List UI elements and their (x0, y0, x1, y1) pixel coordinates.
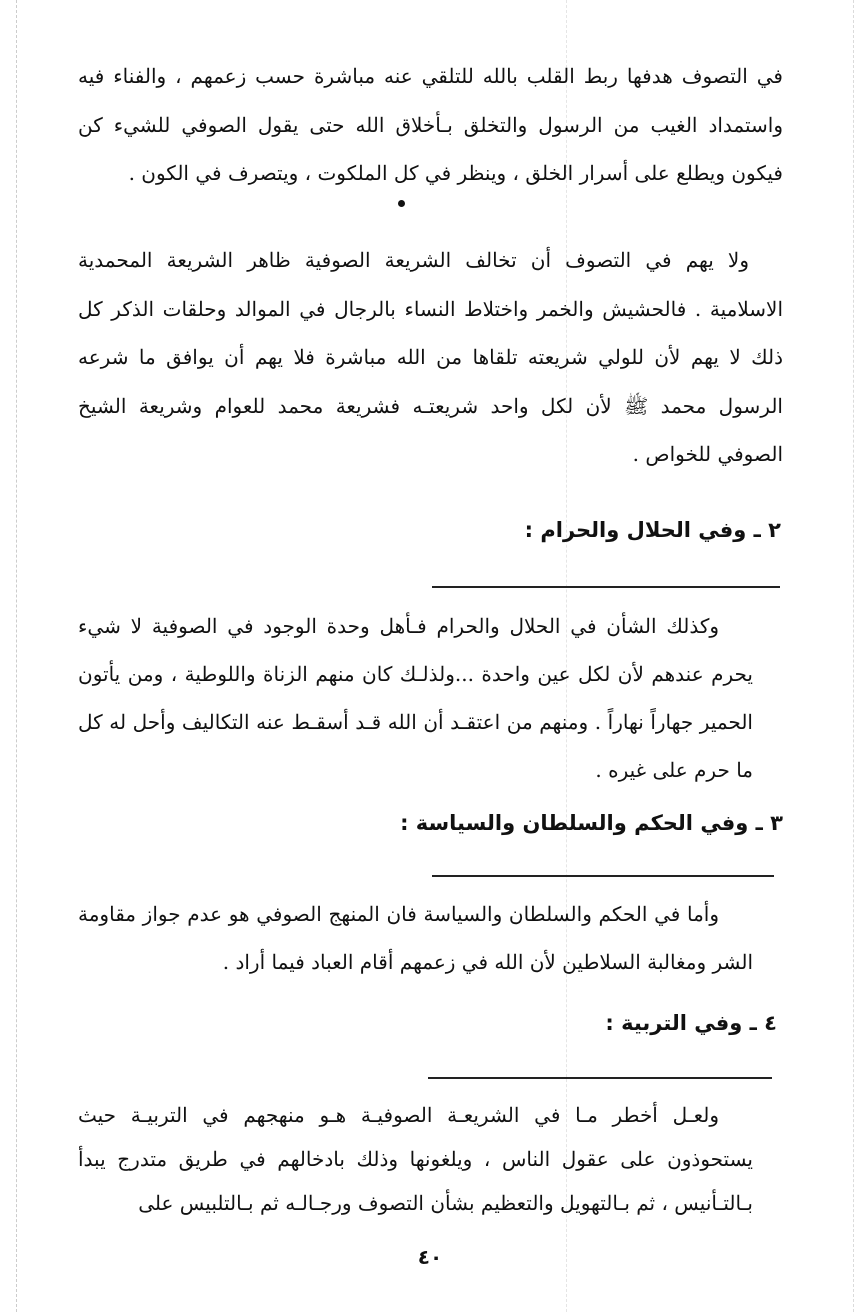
paragraph-sufi-sharia (78, 236, 783, 479)
paragraph-education (78, 1093, 753, 1225)
paragraph-halal-haram (78, 602, 753, 794)
page-number: ٤٠ (417, 1245, 443, 1269)
paragraph-text: ولا يهم في التصوف أن تخالف الشريعة الصوفية ظاهر الشريعة المحمدية الاسلامية . فالحشيش والخمر واختلاط النساء بالرجال في الموالد وحلقات الذكر كل ذلك لا يهم لأن للولي شريعته تلقاها من الله مباشرة فلا يهم أن يوافق ما شرعه الرسول محمد ﷺ لأن لكل واحد شريعتـه فشريعة محمد للعوام وشريعة الشيخ الصوفي للخواص . (78, 248, 783, 466)
section-divider (432, 875, 774, 877)
section-divider (432, 586, 780, 588)
ink-dot (398, 200, 405, 207)
paragraph-text: في التصوف هدفها ربط القلب بالله للتلقي عنه مباشرة حسب زعمهم ، والفناء فيه واستمداد الغيب من الرسول والتخلق بـأخلاق الله حتى يقول الصوفي للشيء كن فيكون ويطلع على أسرار الخلق ، وينظر في كل الملكوت ، ويتصرف في الكون . (78, 64, 783, 185)
section-heading-education: ٤ ـ وفي التربية : (605, 1011, 777, 1035)
scan-margin-line-right (853, 0, 854, 1312)
scan-margin-line-left (16, 0, 17, 1312)
section-heading-governance: ٣ ـ وفي الحكم والسلطان والسياسة : (400, 811, 783, 835)
paragraph-text: ولعـل أخطر مـا في الشريعـة الصوفيـة هـو منهجهم في التربيـة حيث يستحوذون على عقول الناس ، ويلغونها وذلك بادخالهم في طريق متدرج يبدأ بـالتـأنيس ، ثم بـالتهويل والتعظيم بشأن التصوف ورجـالـه ثم بـالتلبيس على (78, 1103, 753, 1215)
paragraph-sufism-goal (78, 52, 783, 198)
paragraph-governance (78, 890, 753, 986)
paragraph-text: وأما في الحكم والسلطان والسياسة فان المنهج الصوفي هو عدم جواز مقاومة الشر ومغالبة السلاطين لأن الله في زعمهم أقام العباد فيما أراد . (78, 902, 753, 974)
section-heading-halal-haram: ٢ ـ وفي الحلال والحرام : (524, 518, 781, 542)
section-divider (428, 1077, 772, 1079)
paragraph-text: وكذلك الشأن في الحلال والحرام فـأهل وحدة الوجود في الصوفية لا شيء يحرم عندهم لأن لكل عين واحدة ...ولذلـك كان منهم الزناة واللوطية ، ومن يأتون الحمير جهاراً نهاراً . ومنهم من اعتقـد أن الله قـد أسقـط عنه التكاليف وأحل له كل ما حرم على غيره . (78, 614, 753, 782)
